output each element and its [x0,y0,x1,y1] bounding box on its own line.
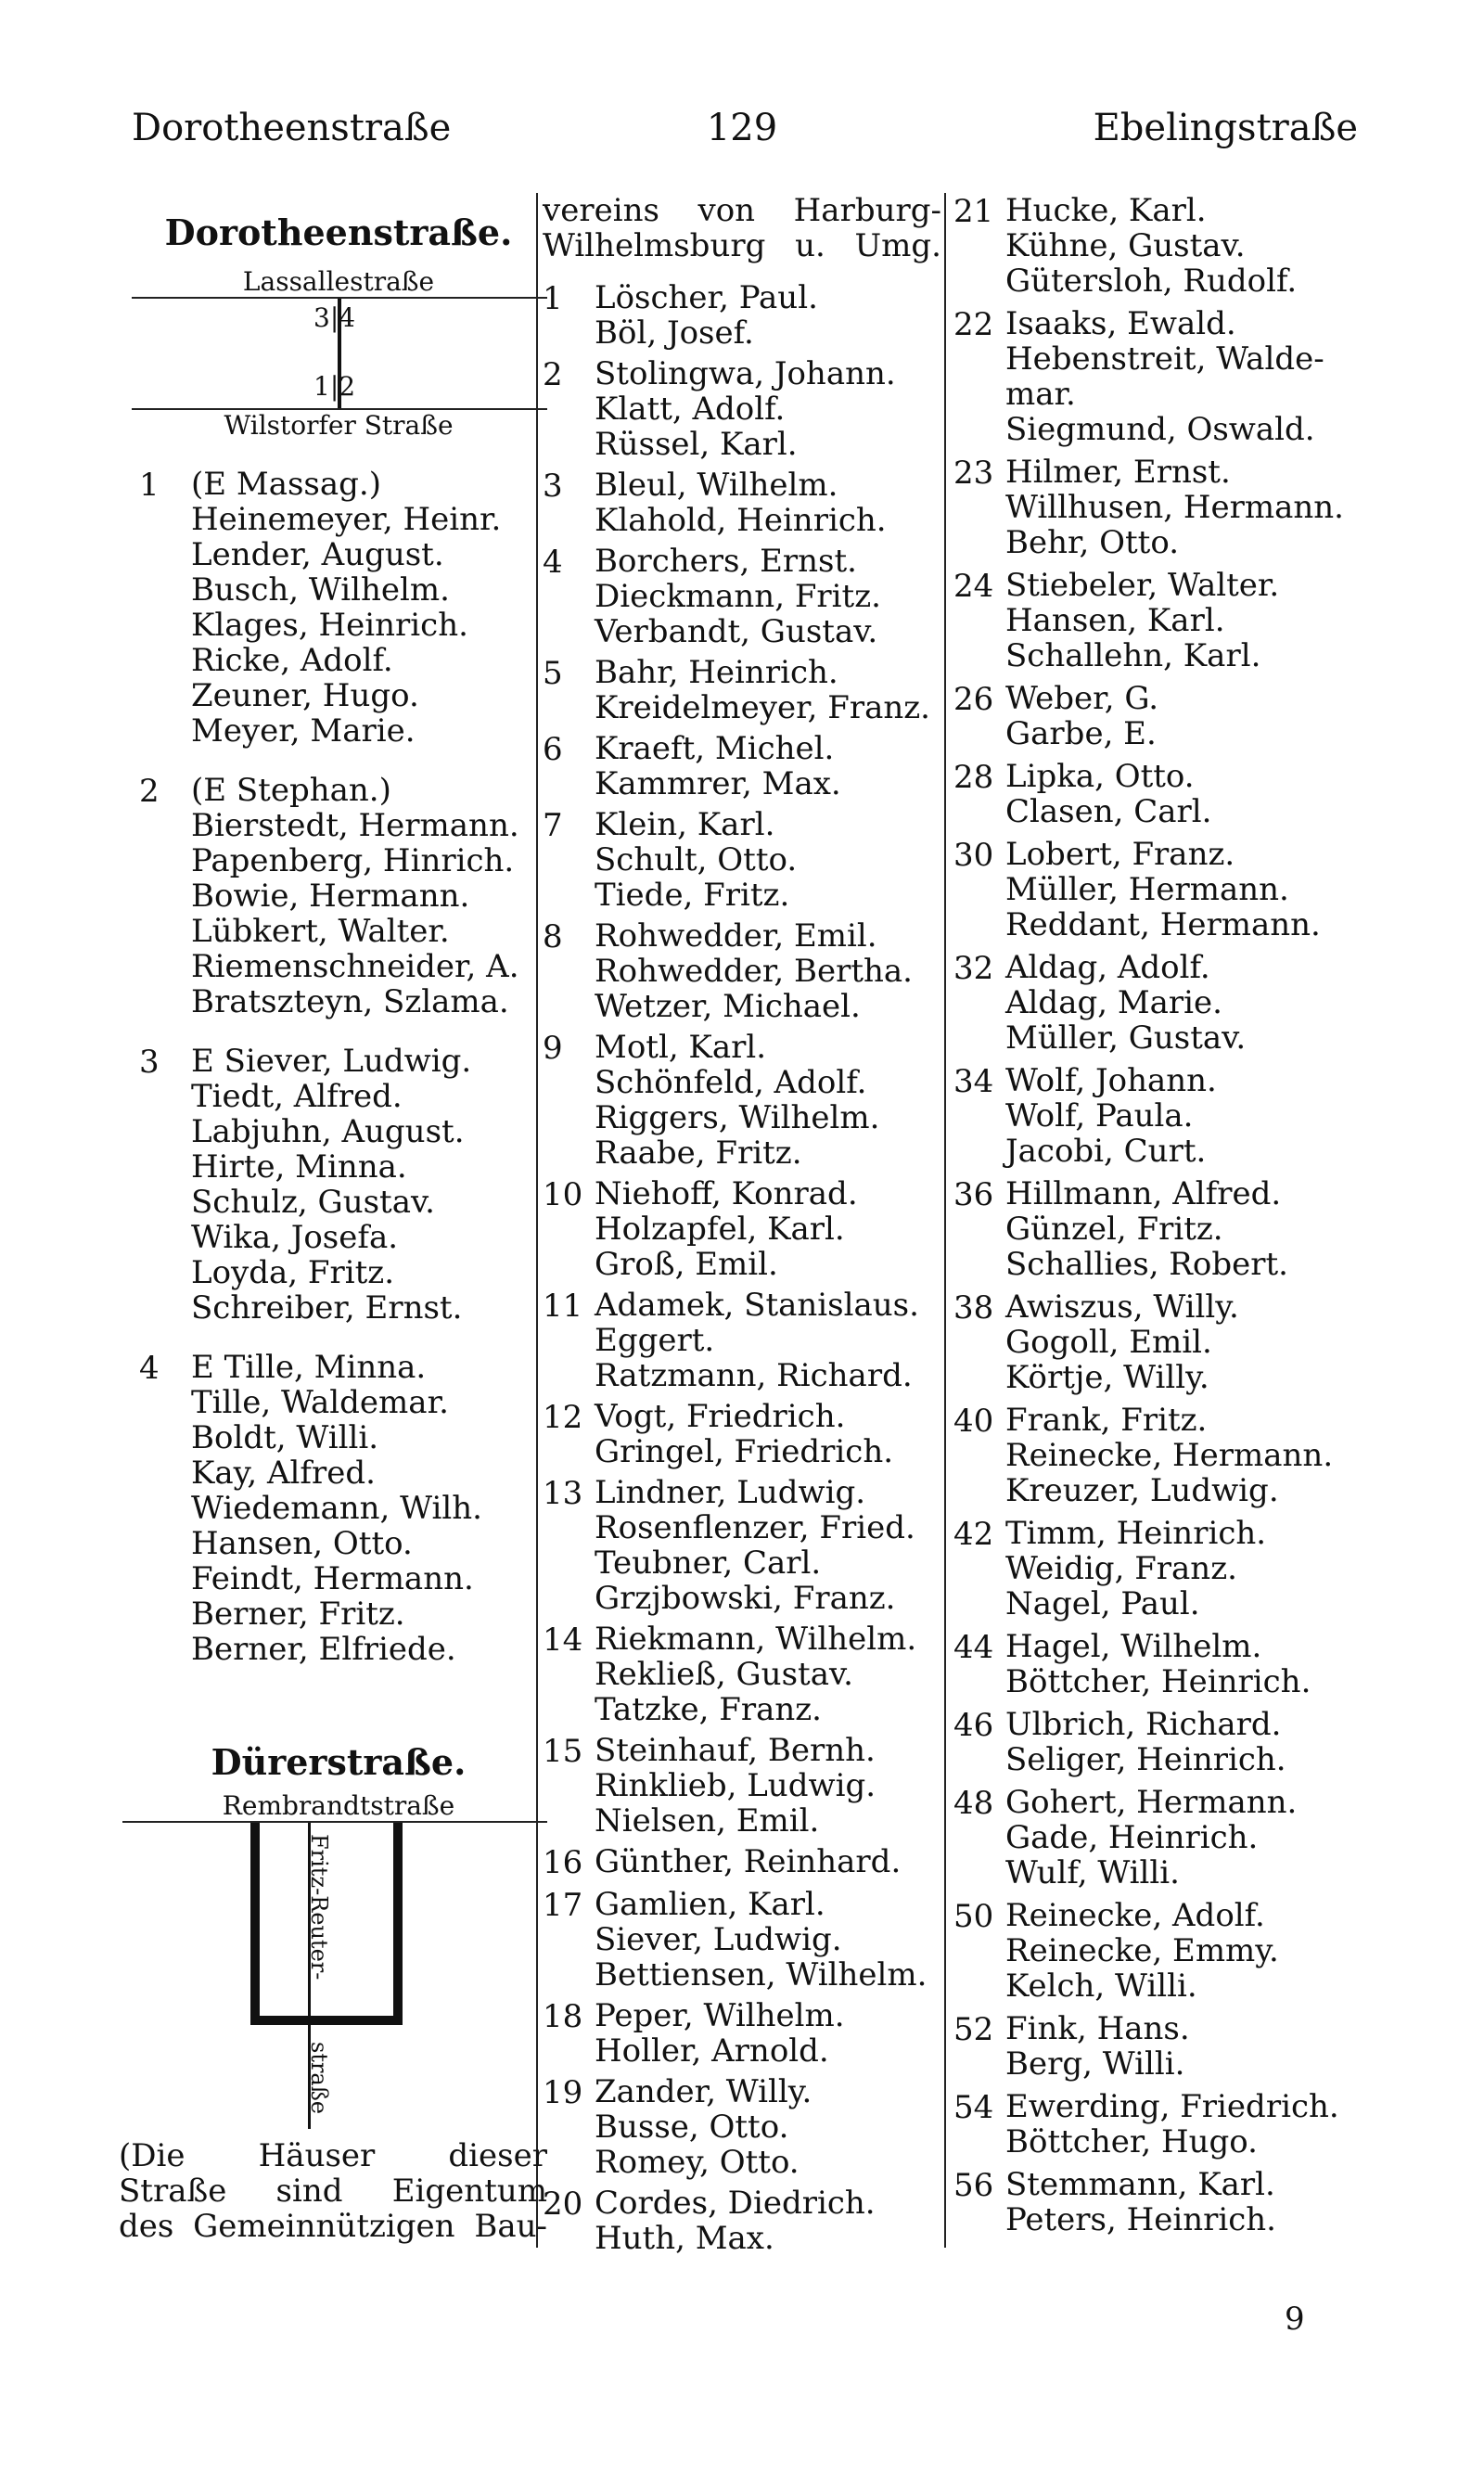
column-3 [953,193,1380,2245]
resident-name: Hilmer, Ernst. [1005,454,1231,491]
intro-line: vereins von Harburg- [543,192,941,229]
resident-name: Timm, Heinrich. [1005,1515,1267,1552]
street-map-duerer [122,1821,547,2129]
house-number: 14 [543,1622,583,1659]
house-number: 26 [953,681,994,718]
resident-name: Ulbrich, Richard. [1005,1706,1282,1743]
resident-name: Siegmund, Oswald. [1005,411,1315,448]
house-entry [543,1844,941,1881]
resident-name: Hirte, Minna. [191,1148,407,1186]
resident-name: Lender, August. [191,536,444,573]
house-entry [543,1622,941,1727]
resident-name: Gütersloh, Rudolf. [1005,263,1298,300]
house-number: 22 [953,306,994,343]
resident-name: Schallehn, Karl. [1005,637,1261,674]
house-entry [543,356,941,462]
house-entry [953,2011,1380,2082]
resident-name: Klein, Karl. [595,806,775,843]
side-street-label-cont: straße [306,2042,332,2114]
house-number: 16 [543,1844,583,1881]
resident-name: Lindner, Ludwig. [595,1474,866,1511]
resident-name: Löscher, Paul. [595,279,818,316]
house-number: 18 [543,1998,583,2035]
resident-name: Seliger, Heinrich. [1005,1741,1286,1778]
resident-name: Borchers, Ernst. [595,543,857,580]
resident-name: Hucke, Karl. [1005,192,1207,229]
resident-name: Zeuner, Hugo. [191,677,419,714]
resident-name: Stiebeler, Walter. [1005,567,1280,604]
resident-name: Frank, Fritz. [1005,1402,1208,1439]
resident-name: Zander, Willy. [595,2073,812,2110]
resident-name: Holler, Arnold. [595,2032,829,2070]
house-marker-bottom: 1|2 [313,371,356,402]
column-divider-2 [944,193,946,2248]
resident-name: Nielsen, Emil. [595,1802,820,1839]
house-entry [953,568,1380,673]
house-entry [953,306,1380,447]
house-number: 46 [953,1707,994,1744]
street-title: Dorotheenstraße. [164,212,513,253]
house-number: 2 [543,356,563,393]
resident-name: Peper, Wilhelm. [595,1997,845,2034]
resident-name: Rosenflenzer, Fried. [595,1509,915,1546]
resident-name: E Siever, Ludwig. [191,1043,472,1080]
resident-name: Riemenschneider, A. [191,948,519,985]
house-number: 10 [543,1176,583,1213]
map-road-left [250,1823,260,2025]
house-entry [953,193,1380,299]
house-entry [953,1629,1380,1699]
resident-name: Schult, Otto. [595,841,798,878]
house-entry [953,2089,1380,2160]
resident-name: Nagel, Paul. [1005,1585,1200,1622]
house-number: 24 [953,568,994,605]
house-number: 56 [953,2167,994,2204]
resident-name: Stemmann, Karl. [1005,2166,1275,2203]
resident-name: Romey, Otto. [595,2144,800,2181]
resident-name: Hillmann, Alfred. [1005,1175,1282,1212]
resident-name: Verbandt, Gustav. [595,613,878,650]
resident-name: Gringel, Friedrich. [595,1433,894,1470]
resident-name: Berg, Willi. [1005,2045,1185,2083]
resident-name: Eggert. [595,1322,715,1359]
resident-name: Huth, Max. [595,2220,774,2257]
house-entry [543,1288,941,1393]
house-number: 34 [953,1063,994,1100]
resident-name: Awiszus, Willy. [1005,1288,1239,1326]
resident-name: Gade, Heinrich. [1005,1819,1259,1856]
side-street-label: Fritz-Reuter- [306,1834,332,1980]
house-number: 12 [543,1399,583,1436]
resident-name: Groß, Emil. [595,1246,778,1283]
resident-name: Behr, Otto. [1005,524,1180,561]
resident-name: Schulz, Gustav. [191,1184,435,1221]
resident-name: Rohwedder, Emil. [595,917,877,955]
house-number: 30 [953,837,994,874]
resident-name: Böttcher, Heinrich. [1005,1663,1311,1700]
resident-name: Böl, Josef. [595,314,754,352]
resident-name: Motl, Karl. [595,1029,767,1066]
resident-name: Bleul, Wilhelm. [595,467,838,504]
resident-name: Niehoff, Konrad. [595,1175,858,1212]
resident-name: Bahr, Heinrich. [595,654,838,691]
column-1 [119,212,547,2245]
house-number: 17 [543,1887,583,1924]
resident-name: Tiedt, Alfred. [191,1078,403,1115]
resident-name: Reinecke, Adolf. [1005,1897,1265,1934]
house-entry [543,1998,941,2069]
house-number: 8 [543,918,563,955]
house-entry [953,1403,1380,1508]
resident-name: Grzjbowski, Franz. [595,1580,896,1617]
cross-street-bottom: Wilstorfer Straße [224,410,454,441]
house-entry [139,1044,538,1326]
house-number: 3 [139,1044,160,1081]
house-number: 20 [543,2186,583,2223]
house-entry [139,1350,538,1667]
house-entry [953,2167,1380,2237]
resident-name: Tille, Waldemar. [191,1384,449,1421]
house-entry [953,1707,1380,1777]
resident-name: Weber, G. [1005,680,1159,717]
house-entry [953,1516,1380,1622]
resident-name: Riekmann, Wilhelm. [595,1621,917,1658]
house-entry [953,950,1380,1056]
resident-name: Busse, Otto. [595,2109,789,2146]
house-entry [543,1475,941,1616]
resident-name: Müller, Gustav. [1005,1019,1247,1057]
column-2 [543,193,941,2262]
house-entry [543,1733,941,1839]
resident-name: Wolf, Paula. [1005,1097,1194,1134]
resident-name: Dieckmann, Fritz. [595,578,881,615]
resident-name: Reinecke, Hermann. [1005,1437,1334,1474]
resident-name: E Tille, Minna. [191,1349,427,1386]
resident-name: Rüssel, Karl. [595,426,798,463]
house-list [953,193,1380,2237]
resident-name: Rekließ, Gustav. [595,1656,853,1693]
resident-name: Feindt, Hermann. [191,1560,474,1597]
house-entry [953,1063,1380,1169]
sheet-signature: 9 [1285,2301,1305,2338]
running-header-right: Ebelingstraße [1093,107,1358,149]
resident-name: Ratzmann, Richard. [595,1357,913,1394]
resident-name: Klatt, Adolf. [595,391,786,428]
resident-name: (E Massag.) [191,466,381,503]
house-number: 52 [953,2011,994,2048]
resident-name: Teubner, Carl. [595,1545,822,1582]
resident-name: mar. [1005,376,1076,413]
cross-street-top: Rembrandtstraße [222,1790,455,1821]
resident-name: Riggers, Wilhelm. [595,1099,880,1136]
house-number: 42 [953,1516,994,1553]
resident-name: Stolingwa, Johann. [595,355,896,392]
note-line: des Gemeinnützigen Bau- [119,2208,547,2245]
resident-name: Böttcher, Hugo. [1005,2123,1258,2160]
resident-name: Bowie, Hermann. [191,878,470,915]
house-list [543,280,941,2256]
resident-name: Lipka, Otto. [1005,758,1195,795]
street-map-dorotheen [132,297,547,410]
resident-name: Wolf, Johann. [1005,1062,1217,1099]
house-number: 15 [543,1733,583,1770]
resident-name: Wulf, Willi. [1005,1854,1180,1891]
resident-name: Berner, Elfriede. [191,1631,456,1668]
house-entry [953,1176,1380,1282]
note-line: Straße sind Eigentum [119,2173,547,2210]
house-entry [139,773,538,1019]
resident-name: Loyda, Fritz. [191,1254,395,1291]
resident-name: Hagel, Wilhelm. [1005,1628,1262,1665]
resident-name: Ricke, Adolf. [191,642,393,679]
resident-name: Papenberg, Hinrich. [191,842,515,879]
resident-name: Willhusen, Hermann. [1005,489,1344,526]
resident-name: Steinhauf, Bernh. [595,1732,876,1769]
house-entry [953,759,1380,829]
resident-name: Gogoll, Emil. [1005,1324,1212,1361]
house-entry [543,1887,941,1993]
house-number: 28 [953,759,994,796]
house-number: 1 [543,280,563,317]
house-entry [543,280,941,351]
resident-name: Günther, Reinhard. [595,1843,902,1880]
house-number: 36 [953,1176,994,1213]
resident-name: Busch, Wilhelm. [191,571,450,609]
house-marker-top: 3|4 [313,302,356,333]
resident-name: Ewerding, Friedrich. [1005,2088,1339,2125]
resident-name: Jacobi, Curt. [1005,1133,1207,1170]
resident-name: Kreuzer, Ludwig. [1005,1472,1279,1509]
resident-name: Körtje, Willy. [1005,1359,1209,1396]
resident-name: Hebenstreit, Walde- [1005,340,1324,378]
house-number: 19 [543,2074,583,2111]
house-number: 32 [953,950,994,987]
resident-name: Wika, Josefa. [191,1219,399,1256]
intro-line: Wilhelmsburg u. Umg. [543,227,941,264]
house-number: 48 [953,1785,994,1822]
resident-name: Gohert, Hermann. [1005,1784,1298,1821]
house-number: 4 [543,544,563,581]
resident-name: Lübkert, Walter. [191,913,450,950]
resident-name: Bierstedt, Hermann. [191,807,519,844]
resident-name: (E Stephan.) [191,772,391,809]
house-number: 13 [543,1475,583,1512]
resident-name: Reddant, Hermann. [1005,906,1321,943]
resident-name: Weidig, Franz. [1005,1550,1237,1587]
resident-name: Hansen, Karl. [1005,602,1225,639]
resident-name: Isaaks, Ewald. [1005,305,1236,342]
resident-name: Raabe, Fritz. [595,1134,802,1172]
resident-name: Cordes, Diedrich. [595,2185,876,2222]
resident-name: Müller, Hermann. [1005,871,1289,908]
house-number: 44 [953,1629,994,1666]
house-number: 9 [543,1030,563,1067]
house-entry [543,655,941,725]
house-entry [139,467,538,749]
house-number: 5 [543,655,563,692]
house-entry [543,2186,941,2256]
house-number: 38 [953,1289,994,1327]
house-entry [543,1176,941,1282]
resident-name: Gamlien, Karl. [595,1886,825,1923]
house-number: 7 [543,807,563,844]
resident-name: Schönfeld, Adolf. [595,1064,867,1101]
map-road-right [393,1823,403,2025]
house-entry [543,731,941,801]
house-entry [953,1898,1380,2004]
house-entry [953,455,1380,560]
resident-name: Rinklieb, Ludwig. [595,1767,876,1804]
resident-name: Kay, Alfred. [191,1455,376,1492]
resident-name: Labjuhn, August. [191,1113,465,1150]
resident-name: Tiede, Fritz. [595,877,790,914]
house-entry [543,468,941,538]
resident-name: Wetzer, Michael. [595,988,861,1025]
house-number: 23 [953,455,994,492]
resident-name: Clasen, Carl. [1005,793,1212,830]
resident-name: Meyer, Marie. [191,712,416,750]
resident-name: Vogt, Friedrich. [595,1398,846,1435]
resident-name: Klages, Heinrich. [191,607,468,644]
resident-name: Reinecke, Emmy. [1005,1932,1279,1969]
house-entry [953,681,1380,751]
resident-name: Tatzke, Franz. [595,1691,822,1728]
resident-name: Heinemeyer, Heinr. [191,501,502,538]
house-number: 40 [953,1403,994,1440]
ownership-note [119,2138,547,2244]
house-entry [953,837,1380,942]
running-header-left: Dorotheenstraße [132,107,452,149]
resident-name: Klahold, Heinrich. [595,502,887,539]
house-entry [953,1785,1380,1891]
note-line: (Die Häuser dieser [119,2137,547,2174]
house-number: 3 [543,468,563,505]
resident-name: Schreiber, Ernst. [191,1289,463,1327]
house-number: 1 [139,467,160,504]
resident-name: Bratszteyn, Szlama. [191,983,509,1020]
house-number: 2 [139,773,160,810]
house-number: 4 [139,1350,160,1387]
resident-name: Aldag, Marie. [1005,984,1222,1021]
house-number: 21 [953,193,994,230]
resident-name: Fink, Hans. [1005,2010,1190,2047]
resident-name: Hansen, Otto. [191,1525,413,1562]
house-entry [543,807,941,913]
resident-name: Kraeft, Michel. [595,730,835,767]
resident-name: Holzapfel, Karl. [595,1211,845,1248]
resident-name: Günzel, Fritz. [1005,1211,1223,1248]
house-entry [543,918,941,1024]
resident-name: Rohwedder, Bertha. [595,953,913,990]
house-entry [543,544,941,649]
house-entry [543,1399,941,1469]
cross-street-top: Lassallestraße [242,266,435,297]
resident-name: Peters, Heinrich. [1005,2201,1276,2238]
page-number: 129 [706,107,778,149]
resident-name: Boldt, Willi. [191,1419,379,1456]
resident-name: Lobert, Franz. [1005,836,1235,873]
resident-name: Kammrer, Max. [595,765,841,802]
resident-name: Aldag, Adolf. [1005,949,1210,986]
house-number: 50 [953,1898,994,1935]
house-entry [543,2074,941,2180]
house-number: 11 [543,1288,583,1325]
house-number: 6 [543,731,563,768]
resident-name: Kelch, Willi. [1005,1968,1197,2005]
street-title: Dürerstraße. [211,1741,467,1783]
resident-name: Kreidelmeyer, Franz. [595,689,930,726]
resident-name: Berner, Fritz. [191,1596,405,1633]
house-entry [953,1289,1380,1395]
resident-name: Schallies, Robert. [1005,1246,1288,1283]
resident-name: Kühne, Gustav. [1005,227,1246,264]
house-entry [543,1030,941,1171]
resident-name: Siever, Ludwig. [595,1921,842,1958]
resident-name: Wiedemann, Wilh. [191,1490,482,1527]
resident-name: Adamek, Stanislaus. [595,1287,919,1324]
resident-name: Bettiensen, Wilhelm. [595,1956,928,1993]
house-number: 54 [953,2089,994,2126]
resident-name: Garbe, E. [1005,715,1157,752]
